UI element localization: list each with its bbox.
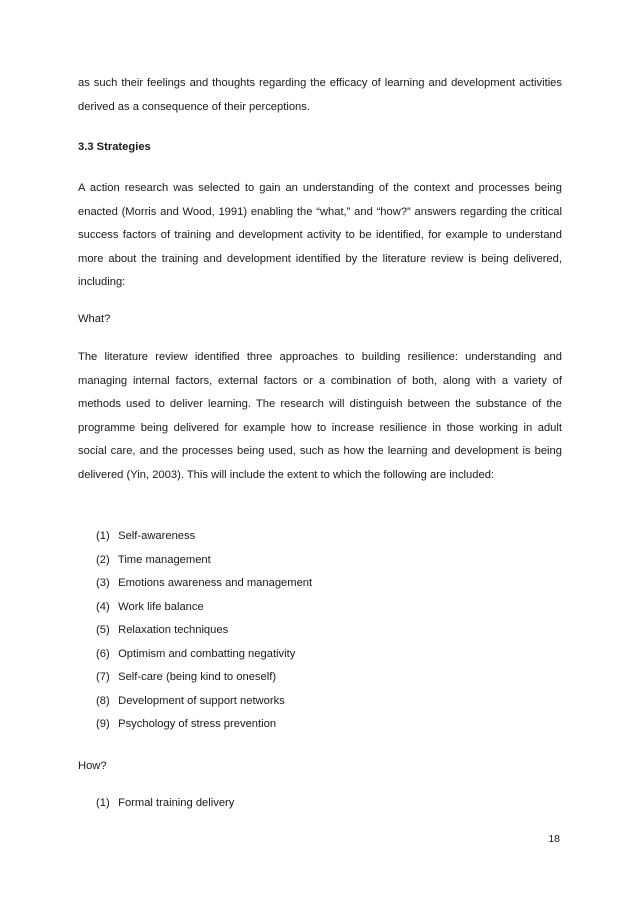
list-item-text: Self-care (being kind to oneself) [118, 671, 277, 683]
what-label: What? [78, 313, 111, 325]
list-item [96, 666, 312, 690]
list-item-number: (2) [96, 553, 110, 566]
list-item [96, 643, 312, 667]
list-item-number: (5) [96, 624, 110, 636]
list-item-number: (6) [96, 647, 110, 660]
list-item [96, 619, 312, 643]
list-item-text: Work life balance [118, 600, 204, 613]
list-item-text: Formal training delivery [118, 797, 235, 809]
list-item [96, 549, 312, 573]
paragraph-intro: as such their feelings and thoughts regarding the efficacy of learning and development activities derived as a consequence of their perceptions. [78, 77, 562, 113]
list-item-number: (1) [96, 530, 110, 542]
list-item-number: (8) [96, 694, 110, 707]
list-item-text: Self-awareness [118, 530, 196, 542]
list-item-text: Time management [117, 553, 211, 566]
paragraph-strategies: A action research was selected to gain an understanding of the context and processes being enacted (Morris and Wood, 1991) enabling the “what,” and “how?” answers regarding the critical success factors of training and development activity to be identified, for example to understand more about the training and development identified by the literature review is being delivered, including: [78, 182, 562, 288]
list-item-text: Relaxation techniques [118, 624, 229, 636]
how-label: How? [78, 760, 107, 772]
list-item-text: Optimism and combatting negativity [118, 647, 296, 660]
list-item-number: (1) [96, 797, 110, 809]
list-item [96, 572, 312, 596]
paragraph-what: The literature review identified three approaches to building resilience: understanding and managing internal factors, external factors or a combination of both, along with a variety of methods used to deliver learning. The research will distinguish between the substance of the programme being delivered for example how to increase resilience in those working in adult social care, and the processes being used, such as how the learning and development is being delivered (Yin, 2003). This will include the extent to which the following are included: [78, 351, 562, 481]
list-item-text: Psychology of stress prevention [118, 718, 277, 730]
list-item-number: (7) [96, 671, 110, 683]
list-item-number: (9) [96, 718, 110, 730]
what-list [96, 525, 312, 737]
list-item [96, 525, 312, 549]
section-heading: 3.3 Strategies [78, 141, 151, 153]
list-item [96, 792, 234, 816]
list-item-text: Emotions awareness and management [118, 577, 313, 589]
list-item-text: Development of support networks [118, 694, 285, 707]
how-list [96, 792, 234, 816]
list-item-number: (4) [96, 600, 110, 613]
list-item [96, 713, 312, 737]
list-item [96, 596, 312, 620]
page-number: 18 [548, 833, 560, 845]
list-item [96, 690, 312, 714]
list-item-number: (3) [96, 577, 110, 589]
